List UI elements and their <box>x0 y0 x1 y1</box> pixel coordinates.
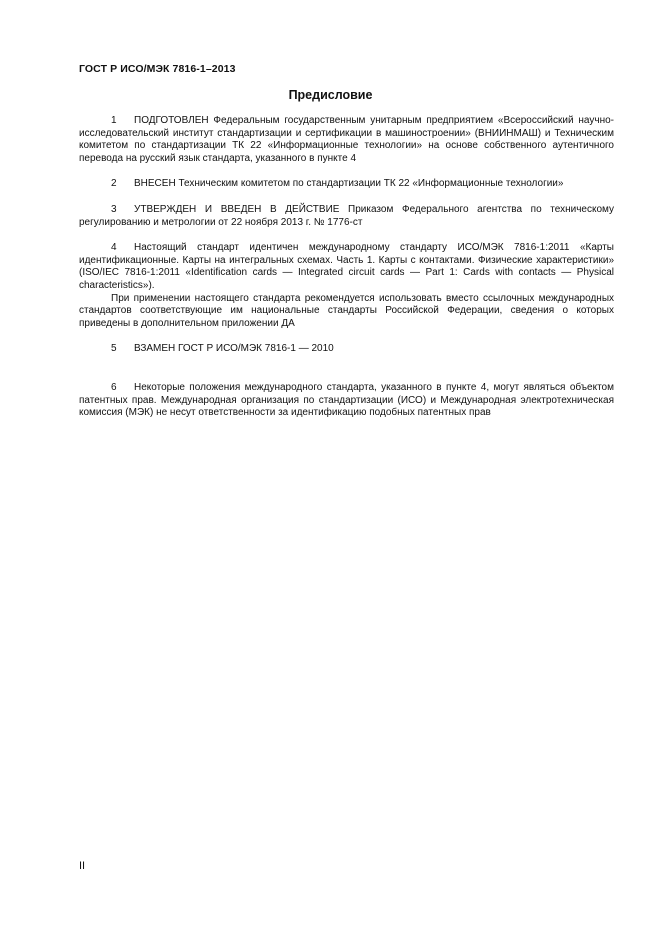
foreword-title: Предисловие <box>288 88 373 102</box>
foreword-paragraph-6 <box>79 382 614 420</box>
paragraph-number: 3 <box>111 203 117 215</box>
foreword-paragraph-2 <box>79 178 614 191</box>
paragraph-number: 4 <box>111 242 117 254</box>
paragraph-text: УТВЕРЖДЕН И ВВЕДЕН В ДЕЙСТВИЕ Приказом Федерального агентства по техническому регулированию и метрологии от 22 ноября 2013 г. № 1776-ст <box>79 203 614 228</box>
foreword-paragraph-3 <box>79 204 614 229</box>
document-code-header: ГОСТ Р ИСО/МЭК 7816-1–2013 <box>79 63 236 75</box>
paragraph-text: Некоторые положения международного стандарта, указанного в пункте 4, могут являться объектом патентных прав. Международная организация по стандартизации (ИСО) и Международная электротехническая комиссия (МЭК) не несут ответственности за идентификацию подобных патентных прав <box>79 381 614 419</box>
paragraph-number: 5 <box>111 343 117 355</box>
foreword-paragraph-4-continuation: При применении настоящего стандарта рекомендуется использовать вместо ссылочных международных стандартов соответствующие им национальные стандарты Российской Федерации, сведения о которых приведены в дополнительном приложении ДА <box>79 292 614 329</box>
paragraph-number: 6 <box>111 381 117 393</box>
paragraph-text: ВНЕСЕН Техническим комитетом по стандартизации ТК 22 «Информационные технологии» <box>134 178 564 190</box>
paragraph-number: 2 <box>111 178 117 190</box>
foreword-paragraph-4 <box>79 242 614 292</box>
foreword-paragraph-5 <box>79 343 614 356</box>
paragraph-text: ПОДГОТОВЛЕН Федеральным государственным унитарным предприятием «Всероссийский научно-исследовательский институт стандартизации и сертификации в машиностроении» (ВНИИНМАШ) и Техническим комитетом по стандартизации ТК 22 «Информационные технологии» на основе собственного аутентичного перевода на русский язык стандарта, указанного в пункте 4 <box>79 115 614 164</box>
page-number: II <box>79 860 86 872</box>
paragraph-text: ВЗАМЕН ГОСТ Р ИСО/МЭК 7816-1 — 2010 <box>134 343 334 355</box>
foreword-body <box>79 115 614 420</box>
paragraph-number: 1 <box>111 115 117 126</box>
foreword-paragraph-1 <box>79 115 614 165</box>
paragraph-text: Настоящий стандарт идентичен международному стандарту ИСО/МЭК 7816-1:2011 «Карты идентификационные. Карты на интегральных схемах. Часть 1. Карты с контактами. Физические характеристики» (ISO/IEC 7816-1:2011 «Identification cards — Integrated circuit cards — Part 1: Cards with contacts — Physical characteristics»). <box>79 242 614 291</box>
